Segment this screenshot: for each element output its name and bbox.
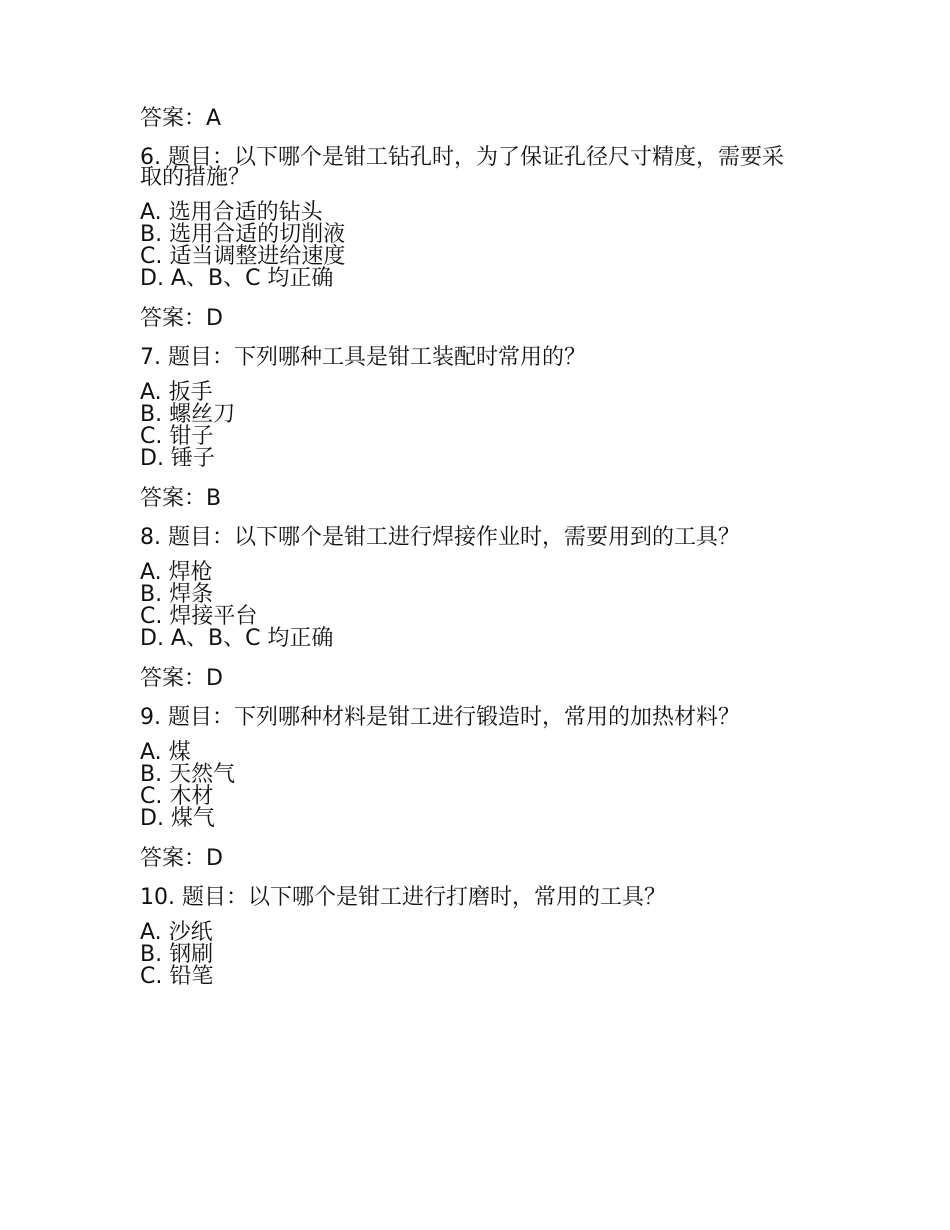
option-item: A. 选用合适的钻头: [140, 200, 323, 225]
option-item: D. A、B、C 均正确: [140, 626, 334, 651]
option-item: C. 铅笔: [140, 964, 214, 989]
option-item: B. 焊条: [140, 582, 214, 607]
option-item: D. A、B、C 均正确: [140, 266, 334, 291]
question-text: 9. 题目：下列哪种材料是钳工进行锻造时，常用的加热材料？: [140, 705, 740, 730]
option-list: [140, 202, 790, 290]
question-text: 10. 题目：以下哪个是钳工进行打磨时，常用的工具？: [140, 885, 666, 910]
option-item: C. 钳子: [140, 424, 214, 449]
option-item: A. 沙纸: [140, 920, 213, 945]
option-item: A. 扳手: [140, 380, 213, 405]
option-item: B. 螺丝刀: [140, 402, 236, 427]
option-item: B. 钢刷: [140, 942, 214, 967]
option-item: A. 煤: [140, 740, 191, 765]
question-text: 6. 题目：以下哪个是钳工钻孔时，为了保证孔径尺寸精度，需要采取的措施？: [140, 145, 784, 190]
option-list: [140, 742, 790, 830]
option-item: A. 焊枪: [140, 560, 213, 585]
answer-text: 答案：D: [140, 846, 223, 871]
question-block: [140, 145, 790, 334]
question-block: [140, 705, 790, 874]
option-item: C. 适当调整进给速度: [140, 244, 346, 269]
option-item: D. 锤子: [140, 446, 215, 471]
option-item: C. 木材: [140, 784, 214, 809]
option-item: B. 天然气: [140, 762, 236, 787]
option-list: [140, 922, 790, 988]
document-page: [140, 104, 790, 1002]
question-text: 8. 题目：以下哪个是钳工进行焊接作业时，需要用到的工具？: [140, 525, 740, 550]
option-item: B. 选用合适的切削液: [140, 222, 346, 247]
answer-text: 答案：D: [140, 306, 223, 331]
option-item: C. 焊接平台: [140, 604, 258, 629]
question-block: [140, 345, 790, 514]
option-list: [140, 382, 790, 470]
question-block: [140, 525, 790, 694]
option-item: D. 煤气: [140, 806, 215, 831]
question-block: [140, 885, 790, 989]
answer-text: 答案：B: [140, 486, 222, 511]
answer-text: 答案：D: [140, 666, 223, 691]
question-text: 7. 题目：下列哪种工具是钳工装配时常用的？: [140, 345, 586, 370]
answer-text: 答案：A: [140, 106, 222, 131]
option-list: [140, 562, 790, 650]
